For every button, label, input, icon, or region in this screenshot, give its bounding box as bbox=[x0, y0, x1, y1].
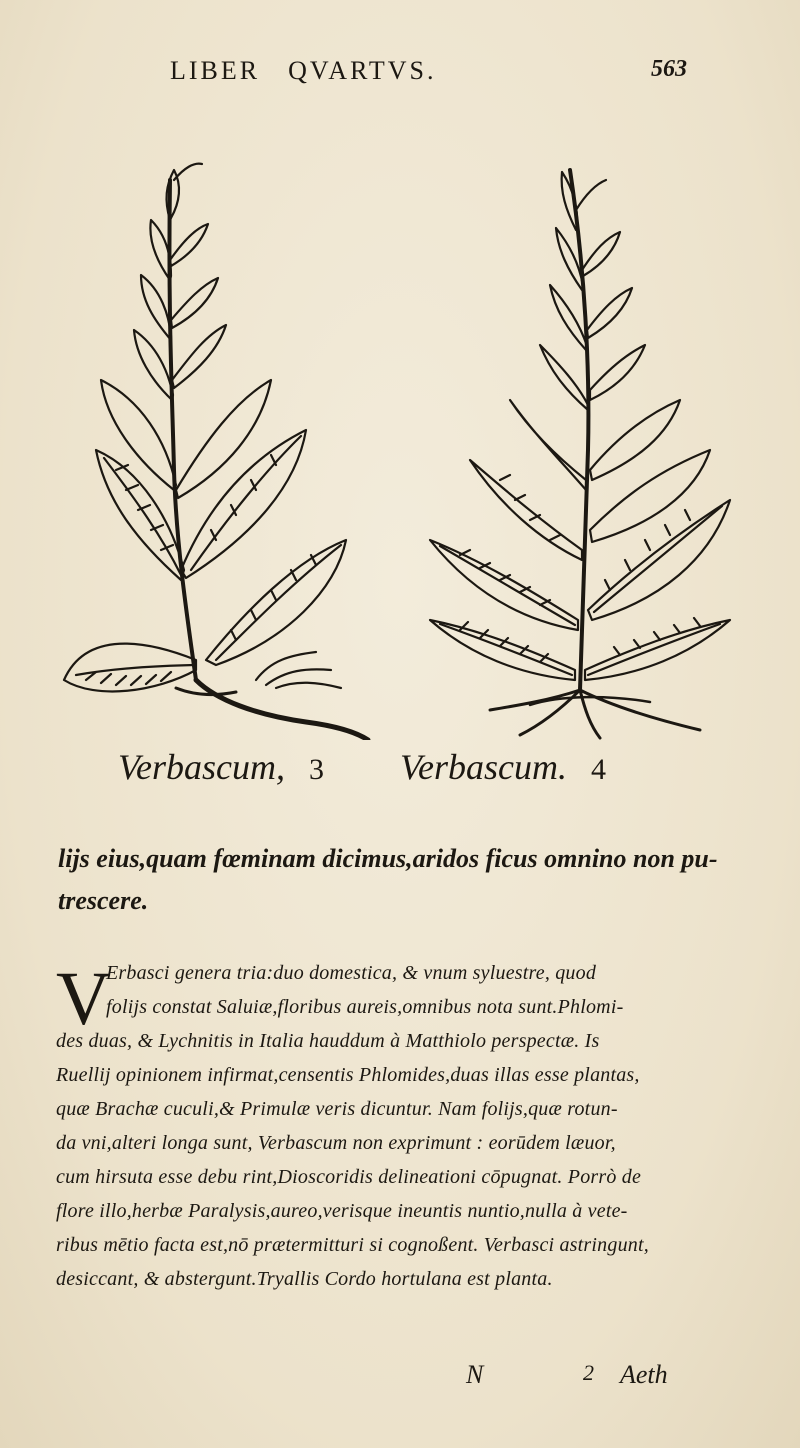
illustration-verbascum-3 bbox=[56, 140, 376, 740]
figure-caption-right bbox=[400, 746, 606, 788]
illustration-verbascum-4 bbox=[410, 150, 750, 740]
drop-cap: V bbox=[56, 957, 111, 1041]
catchline bbox=[0, 1360, 800, 1396]
catchword: Aeth bbox=[620, 1360, 668, 1389]
intro-line-2: trescere. bbox=[58, 886, 149, 915]
body-line-2: folijs constat Saluiæ,floribus aureis,omnibus nota sunt.Phlomi- bbox=[106, 996, 624, 1018]
body-line-8: flore illo,herbæ Paralysis,aureo,verisque ineuntis nuntio,nulla à vete- bbox=[56, 1200, 628, 1222]
figure-caption-left bbox=[118, 746, 324, 788]
signature-number: 2 bbox=[583, 1360, 594, 1385]
caption-right-number: 4 bbox=[590, 753, 606, 786]
caption-left-number: 3 bbox=[308, 753, 324, 786]
plant-woodcut-left bbox=[56, 140, 376, 740]
body-line-4: Ruellij opinionem infirmat,censentis Phlomides,duas illas esse plantas, bbox=[56, 1064, 640, 1086]
body-line-7: cum hirsuta esse debu rint,Dioscoridis delineationi cōpugnat. Porrò de bbox=[56, 1166, 642, 1188]
caption-left-title: Verbascum, bbox=[118, 747, 285, 787]
plant-woodcut-right bbox=[410, 150, 750, 740]
intro-line-1: lijs eius,quam fœminam dicimus,aridos ficus omnino non pu- bbox=[58, 844, 718, 873]
running-title-part-1: LIBER bbox=[170, 56, 261, 85]
signature-mark: N bbox=[466, 1360, 484, 1389]
intro-paragraph bbox=[58, 838, 748, 922]
page-number: 563 bbox=[651, 56, 687, 82]
body-line-3: des duas, & Lychnitis in Italia hauddum à Matthiolo perspectæ. Is bbox=[56, 1030, 600, 1052]
body-line-6: da vni,alteri longa sunt, Verbascum non exprimunt : eorūdem læuor, bbox=[56, 1132, 616, 1154]
running-title-part-2: QVARTVS. bbox=[288, 56, 437, 85]
page-header bbox=[0, 56, 800, 96]
body-line-5: quæ Brachæ cuculi,& Primulæ veris dicuntur. Nam folijs,quæ rotun- bbox=[56, 1098, 618, 1120]
body-line-1: Erbasci genera tria:duo domestica, & vnum syluestre, quod bbox=[106, 962, 597, 984]
running-title bbox=[170, 56, 465, 86]
body-line-9: ribus mētio facta est,nō prætermitturi si cognoßent. Verbasci astringunt, bbox=[56, 1234, 649, 1256]
body-line-10: desiccant, & abstergunt.Tryallis Cordo hortulana est planta. bbox=[56, 1268, 553, 1290]
caption-right-title: Verbascum. bbox=[400, 747, 567, 787]
